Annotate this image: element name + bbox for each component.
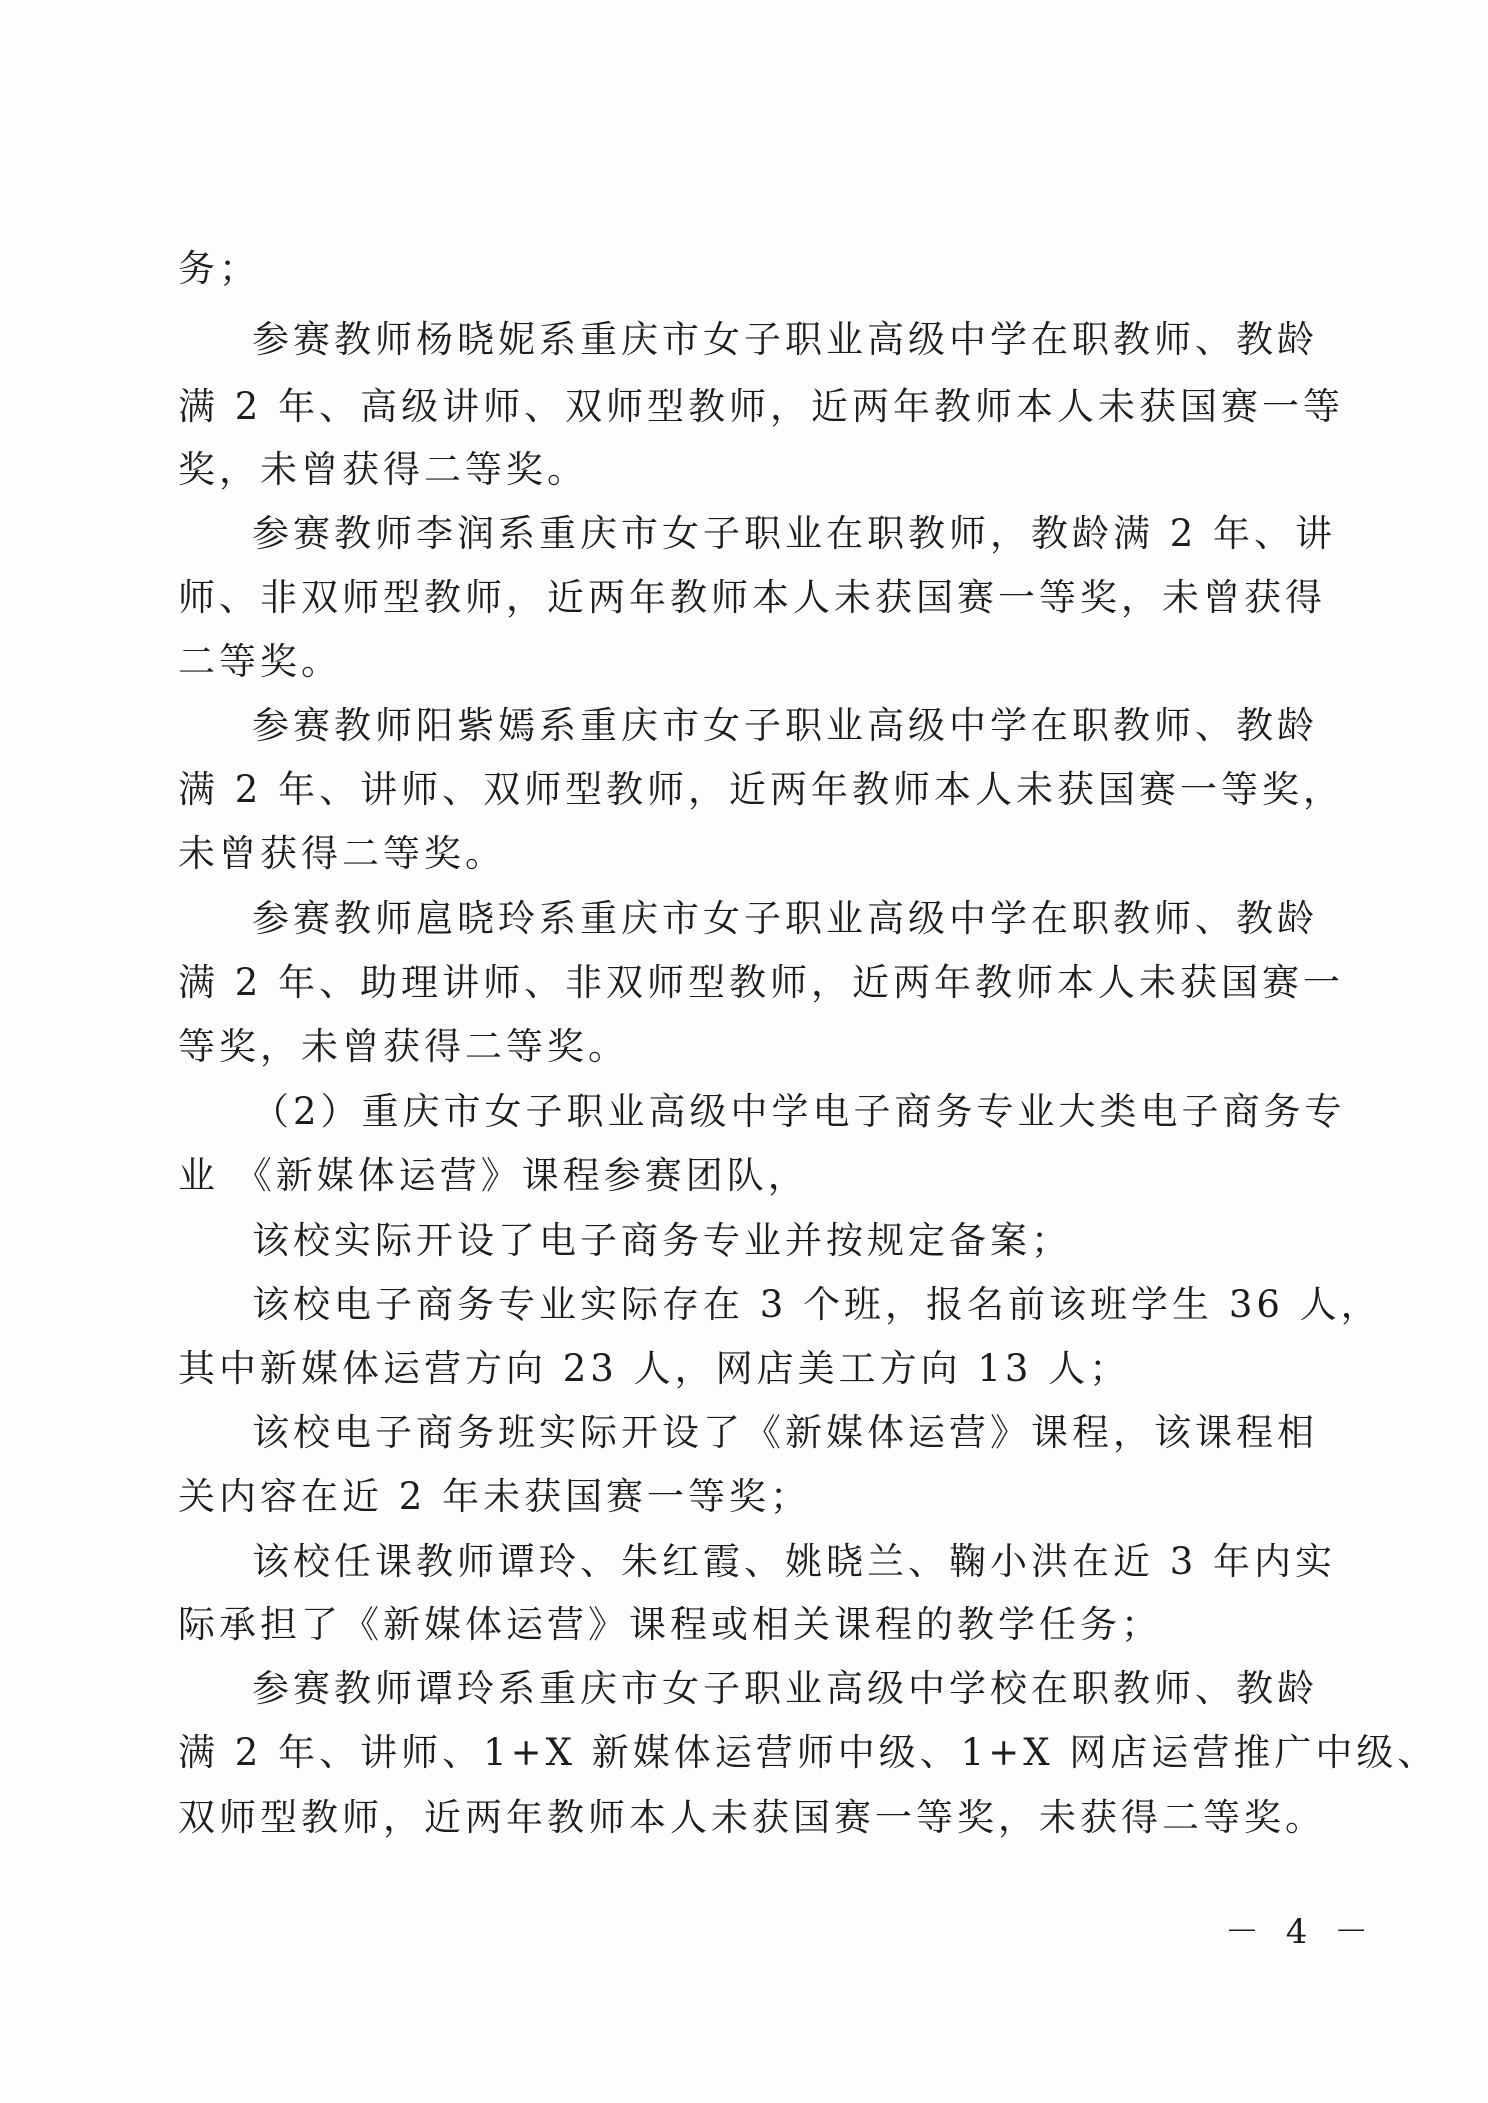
text-line-20: 关内容在近 2 年未获国赛一等奖； xyxy=(178,1475,812,1518)
text-line-4: 奖，未曾获得二等奖。 xyxy=(178,448,588,491)
text-line-10: 未曾获得二等奖。 xyxy=(178,832,506,875)
text-line-6: 师、非双师型教师，近两年教师本人未获国赛一等奖，未曾获得 xyxy=(178,576,1326,619)
text-line-11: 参赛教师扈晓玲系重庆市女子职业高级中学在职教师、教龄 xyxy=(252,897,1318,940)
text-line-25: 双师型教师，近两年教师本人未获国赛一等奖，未获得二等奖。 xyxy=(178,1796,1326,1839)
text-line-14: （2）重庆市女子职业高级中学电子商务专业大类电子商务专 xyxy=(252,1090,1346,1133)
text-line-24: 满 2 年、讲师、1+X 新媒体运营师中级、1+X 网店运营推广中级、 xyxy=(178,1731,1439,1774)
text-line-3: 满 2 年、高级讲师、双师型教师，近两年教师本人未获国赛一等 xyxy=(178,385,1345,428)
text-line-19: 该校电子商务班实际开设了《新媒体运营》课程，该课程相 xyxy=(252,1411,1318,1454)
text-line-15: 业 《新媒体运营》课程参赛团队， xyxy=(178,1154,809,1197)
text-line-9: 满 2 年、讲师、双师型教师，近两年教师本人未获国赛一等奖， xyxy=(178,768,1345,811)
text-line-2: 参赛教师杨晓妮系重庆市女子职业高级中学在职教师、教龄 xyxy=(252,318,1318,361)
text-line-22: 际承担了《新媒体运营》课程或相关课程的教学任务； xyxy=(178,1603,1162,1646)
page-number: － 4 － xyxy=(1225,1912,1377,1952)
text-line-18: 其中新媒体运营方向 23 人，网店美工方向 13 人； xyxy=(178,1347,1131,1390)
text-line-21: 该校任课教师谭玲、朱红霞、姚晓兰、鞠小洪在近 3 年内实 xyxy=(252,1540,1337,1583)
text-line-5: 参赛教师李润系重庆市女子职业在职教师，教龄满 2 年、讲 xyxy=(252,512,1337,555)
text-line-7: 二等奖。 xyxy=(178,640,342,683)
text-line-1: 务； xyxy=(178,247,260,290)
text-line-17: 该校电子商务专业实际存在 3 个班，报名前该班学生 36 人， xyxy=(252,1283,1382,1326)
text-line-16: 该校实际开设了电子商务专业并按规定备案； xyxy=(252,1219,1072,1262)
text-line-12: 满 2 年、助理讲师、非双师型教师，近两年教师本人未获国赛一 xyxy=(178,961,1345,1004)
text-line-13: 等奖，未曾获得二等奖。 xyxy=(178,1025,629,1068)
text-line-23: 参赛教师谭玲系重庆市女子职业高级中学校在职教师、教龄 xyxy=(252,1667,1318,1710)
text-line-8: 参赛教师阳紫嫣系重庆市女子职业高级中学在职教师、教龄 xyxy=(252,704,1318,747)
